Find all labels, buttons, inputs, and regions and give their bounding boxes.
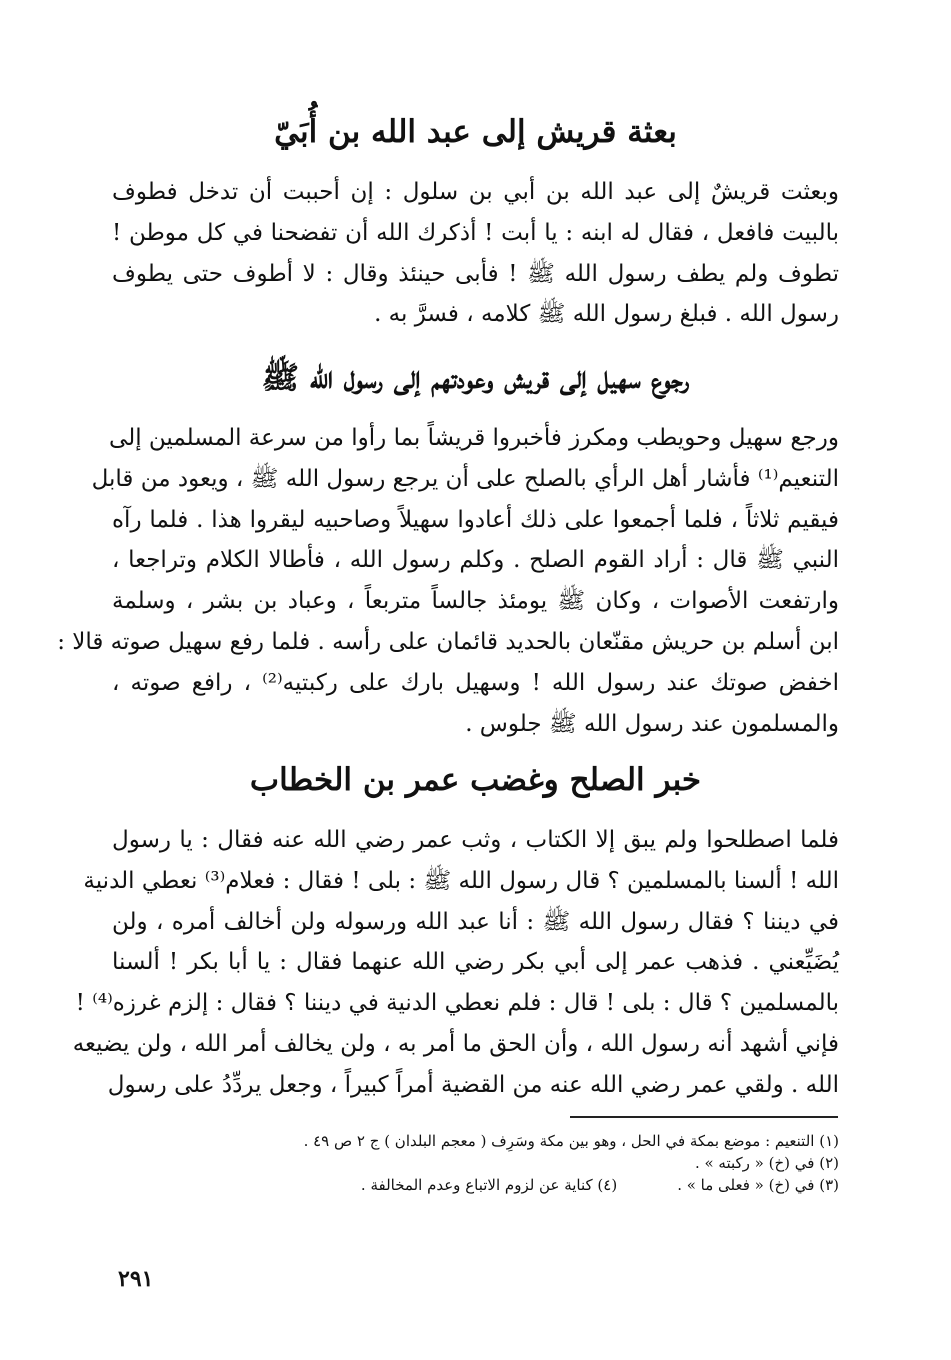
footnotes (112, 1130, 839, 1196)
text-line: رسول الله . فبلغ رسول الله ﷺ كلامه ، فسرَّ به . (374, 301, 839, 328)
text-line: الله . ولقي عمر رضي الله عنه من القضية أمراً كبيراً ، وجعل يردِّدُ على رسول (107, 1071, 839, 1098)
text-line: فيقيم ثلاثاً ، فلما أجمعوا على ذلك أعادوا سهيلاً وصاحبيه ليقروا هذا . فلما رآه (112, 506, 839, 533)
text-line: ابن أسلم بن حريش مقنّعان بالحديد قائمان على رأسه . فلما رفع سهيل صوته قالا : (57, 628, 839, 655)
page-number: ٢٩١ (118, 1266, 154, 1292)
section-heading: رجوع سهيل إلى قريش وعودتهم إلى رسول الله ﷺ (261, 360, 690, 396)
text-line: بالمسلمين ؟ قال : بلى ! قال : فلم نعطي الدنية في ديننا ؟ فقال : إلزم غرزه⁽⁴⁾ ! (75, 990, 839, 1017)
text-line: وبعثت قريشٌ إلى عبد الله بن أبي بن سلول : إن أحببت أن تدخل فطوف (112, 179, 839, 205)
text-line: فإني أشهد أنه رسول الله ، وأن الحق ما أمر به ، ولن يخالف أمر الله ، ولن يضيعه (72, 1030, 839, 1057)
text-line: فلما اصطلحوا ولم يبق إلا الكتاب ، وثب عمر رضي الله عنه فقال : يا رسول (112, 827, 839, 853)
text-line: التنعيم⁽¹⁾ فأشار أهل الرأي بالصلح على أن يرجع رسول الله ﷺ ، ويعود من قابل (91, 465, 839, 492)
text-line: في ديننا ؟ فقال رسول الله ﷺ : أنا عبد الله ورسوله ولن أخالف أمره ، ولن (112, 908, 839, 935)
footnote-2: (٢) في (خ) « ركبته » . (694, 1154, 839, 1172)
text-line: ورجع سهيل وحويطب ومكرز فأخبروا قريشاً بما رأوا من سرعة المسلمين إلى (109, 425, 839, 451)
text-line: تطوف ولم يطف رسول الله ﷺ ! فأبى حينئذ وقال : لا أطوف حتى يطوف (112, 260, 839, 287)
text-line: والمسلمون عند رسول الله ﷺ جلوس . (465, 710, 839, 737)
footnote-divider (570, 1116, 838, 1118)
footnote-row (112, 1174, 839, 1196)
footnote-3: (٣) في (خ) « فعلى ما » . (677, 1176, 839, 1194)
section-heading: خبر الصلح وغضب عمر بن الخطاب (249, 762, 702, 798)
section-heading: بعثة قريش إلى عبد الله بن أُبَيّ (274, 114, 677, 150)
text-line: وارتفعت الأصوات ، وكان ﷺ يومئذ جالساً متربعاً ، وعباد بن بشر ، وسلمة (112, 588, 839, 615)
text-line: الله ! ألسنا بالمسلمين ؟ قال رسول الله ﷺ : بلى ! فقال : فعلام⁽³⁾ نعطي الدنية (83, 867, 839, 894)
footnote-1: (١) التنعيم : موضع بمكة في الحل ، وهو بين مكة وسَرِف ( معجم البلدان ) ج ٢ ص ٤٩ . (303, 1132, 839, 1150)
section-paragraph (57, 418, 839, 744)
section-paragraph (72, 820, 839, 1106)
text-line: النبي ﷺ قال : أراد القوم الصلح . وكلم رسول الله ، فأطالا الكلام وتراجعا ، (112, 547, 839, 574)
text-line: يُضَيِّعني . فذهب عمر إلى أبي بكر رضي الله عنهما فقال : يا أبا بكر ! ألسنا (112, 949, 839, 976)
section-paragraph (112, 172, 839, 335)
text-line: بالبيت فافعل ، فقال له ابنه : يا أبت ! أذكرك الله أن تفضحنا في كل موطن ! (112, 219, 839, 246)
footnote-4: (٤) كناية عن لزوم الاتباع وعدم المخالفة . (360, 1176, 618, 1194)
text-line: اخفض صوتك عند رسول الله ! وسهيل بارك على ركبتيه⁽²⁾ ، رافع صوته ، (112, 669, 839, 696)
